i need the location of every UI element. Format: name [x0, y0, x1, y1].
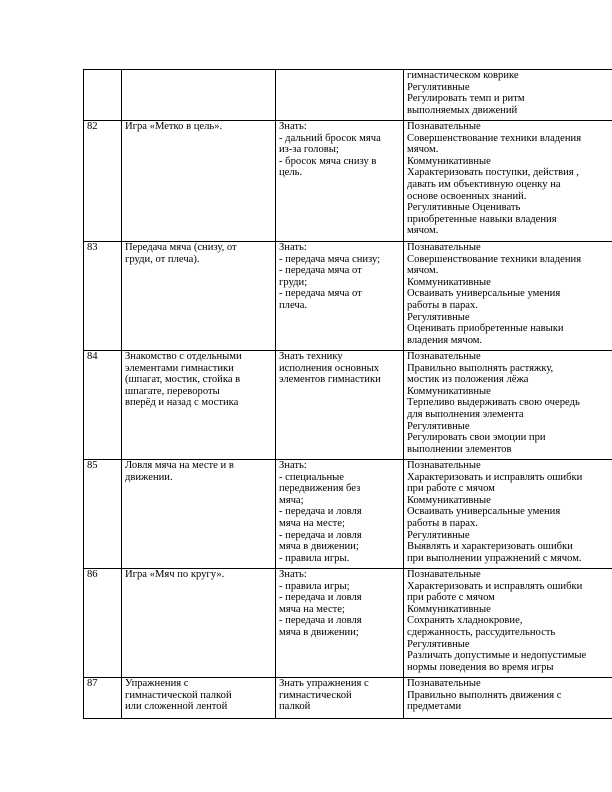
cell-text-line: Познавательные: [407, 121, 481, 132]
cell-text-line: Регулятивные Оценивать: [407, 202, 521, 214]
learning-activities-cell: [404, 569, 612, 678]
table-body: [84, 70, 612, 719]
cell-text-line: Ловля мяча на месте и в: [125, 460, 234, 471]
cell-text-line: Знать:: [279, 460, 307, 471]
cell-text-line: при работе с мячом: [407, 592, 495, 604]
cell-text-line: Коммуникативные: [407, 155, 491, 167]
cell-text-line: элементами гимнастики: [125, 362, 234, 374]
cell-text-line: исполнения основных: [279, 362, 380, 374]
cell-text-line: Передача мяча (снизу, от: [125, 242, 237, 253]
lesson-number-cell: [84, 460, 122, 569]
cell-text-line: Регулятивные: [407, 638, 470, 650]
cell-text-line: мяча в движении;: [279, 626, 359, 638]
cell-text-line: - бросок мяча снизу в: [279, 155, 377, 167]
knowledge-cell: [276, 351, 404, 460]
lesson-topic-cell: [122, 678, 276, 719]
cell-text-line: Познавательные: [407, 460, 481, 471]
cell-text-line: - передача и ловля: [279, 615, 362, 627]
cell-text-line: шпагате, перевороты: [125, 385, 220, 397]
lesson-topic-cell: [122, 121, 276, 242]
lesson-number: 87: [87, 678, 98, 689]
cell-text-line: или сложенной лентой: [125, 701, 228, 713]
cell-text-line: - правила игры;: [279, 580, 350, 592]
lesson-number-cell: [84, 569, 122, 678]
table-row: [84, 70, 612, 121]
knowledge-cell: [276, 70, 404, 121]
cell-text-line: Регулятивные: [407, 420, 470, 432]
cell-text-line: - передача и ловля: [279, 506, 362, 518]
cell-text-line: работы в парах.: [407, 517, 478, 529]
cell-text-line: - передача и ловля: [279, 529, 362, 541]
cell-text-line: вперёд и назад с мостика: [125, 397, 239, 409]
lesson-number: 86: [87, 569, 98, 580]
cell-text-line: Познавательные: [407, 351, 481, 362]
cell-text-line: Игра «Метко в цель».: [125, 121, 223, 132]
table-row: [84, 121, 612, 242]
cell-text-line: из-за головы;: [279, 144, 339, 156]
cell-text-line: владения мячом.: [407, 334, 483, 346]
cell-text-line: Регулировать темп и ритм: [407, 93, 525, 105]
table-row: [84, 460, 612, 569]
learning-activities-cell: [404, 678, 612, 719]
cell-text-line: Знать технику: [279, 351, 343, 362]
lesson-number: 84: [87, 351, 98, 362]
cell-text-line: мяча в движении;: [279, 541, 359, 553]
cell-text-line: мячом.: [407, 265, 439, 277]
knowledge-cell: [276, 678, 404, 719]
cell-text-line: - передача мяча от: [279, 288, 362, 300]
knowledge-cell: [276, 242, 404, 351]
cell-text-line: Знать упражнения с: [279, 678, 369, 689]
lesson-topic-cell: [122, 70, 276, 121]
cell-text-line: - дальний бросок мяча: [279, 132, 381, 144]
lesson-number: 85: [87, 460, 98, 471]
cell-text-line: Регулятивные: [407, 311, 470, 323]
cell-text-line: Познавательные: [407, 569, 481, 580]
cell-text-line: Знать:: [279, 121, 307, 132]
cell-text-line: Осваивать универсальные умения: [407, 288, 561, 300]
cell-text-line: - правила игры.: [279, 552, 350, 564]
lesson-topic-cell: [122, 242, 276, 351]
lesson-topic-cell: [122, 351, 276, 460]
learning-activities-cell: [404, 460, 612, 569]
cell-text-line: груди;: [279, 276, 308, 288]
cell-text-line: Характеризовать и исправлять ошибки: [407, 580, 583, 592]
cell-text-line: Коммуникативные: [407, 385, 491, 397]
learning-activities-cell: [404, 242, 612, 351]
lesson-number-cell: [84, 121, 122, 242]
cell-text-line: Регулировать свои эмоции при: [407, 432, 546, 444]
cell-text-line: Выявлять и характеризовать ошибки: [407, 541, 573, 553]
cell-text-line: гимнастической: [279, 689, 352, 701]
cell-text-line: мяча;: [279, 494, 304, 506]
cell-text-line: - передача мяча снизу;: [279, 253, 381, 265]
cell-text-line: Познавательные: [407, 242, 481, 253]
cell-text-line: давать им объективную оценку на: [407, 178, 561, 190]
cell-text-line: груди, от плеча).: [125, 253, 200, 265]
cell-text-line: Упражнения с: [125, 678, 189, 689]
cell-text-line: предметами: [407, 701, 462, 713]
table-row: [84, 351, 612, 460]
cell-text-line: при выполнении упражнений с мячом.: [407, 552, 582, 564]
cell-text-line: для выполнения элемента: [407, 408, 524, 420]
cell-text-line: Совершенствование техники владения: [407, 132, 582, 144]
cell-text-line: плеча.: [279, 299, 308, 311]
cell-text-line: элементов гимнастики: [279, 374, 381, 386]
cell-text-line: Знать:: [279, 242, 307, 253]
cell-text-line: мяча на месте;: [279, 603, 345, 615]
cell-text-line: движении.: [125, 471, 173, 483]
cell-text-line: основе освоенных знаний.: [407, 190, 527, 202]
knowledge-cell: [276, 460, 404, 569]
cell-text-line: передвижения без: [279, 483, 361, 495]
cell-text-line: Коммуникативные: [407, 276, 491, 288]
cell-text-line: Познавательные: [407, 678, 481, 689]
cell-text-line: выполнении элементов: [407, 443, 512, 455]
cell-text-line: Знакомство с отдельными: [125, 351, 242, 362]
cell-text-line: мячом.: [407, 225, 439, 237]
cell-text-line: Игра «Мяч по кругу».: [125, 569, 225, 580]
cell-text-line: палкой: [279, 701, 311, 713]
cell-text-line: Правильно выполнять растяжку,: [407, 362, 554, 374]
learning-activities-cell: [404, 70, 612, 121]
cell-text-line: Регулятивные: [407, 529, 470, 541]
cell-text-line: Терпеливо выдерживать свою очередь: [407, 397, 580, 409]
learning-activities-cell: [404, 121, 612, 242]
cell-text-line: цель.: [279, 167, 303, 179]
cell-text-line: Осваивать универсальные умения: [407, 506, 561, 518]
cell-text-line: Характеризовать и исправлять ошибки: [407, 471, 583, 483]
cell-text-line: Коммуникативные: [407, 494, 491, 506]
cell-text-line: Знать:: [279, 569, 307, 580]
cell-text-line: (шпагат, мостик, стойка в: [125, 374, 241, 386]
cell-text-line: Регулятивные: [407, 81, 470, 93]
cell-text-line: мячом.: [407, 144, 439, 156]
learning-activities-cell: [404, 351, 612, 460]
cell-text-line: - передача мяча от: [279, 265, 362, 277]
cell-text-line: Коммуникативные: [407, 603, 491, 615]
cell-text-line: Правильно выполнять движения с: [407, 689, 562, 701]
cell-text-line: приобретенные навыки владения: [407, 213, 557, 225]
cell-text-line: Характеризовать поступки, действия ,: [407, 167, 579, 179]
lesson-plan-table: [83, 69, 612, 719]
cell-text-line: Различать допустимые и недопустимые: [407, 650, 587, 662]
cell-text-line: мостик из положения лёжа: [407, 374, 529, 386]
lesson-number-cell: [84, 242, 122, 351]
knowledge-cell: [276, 121, 404, 242]
cell-text-line: - специальные: [279, 471, 344, 483]
lesson-topic-cell: [122, 569, 276, 678]
table-row: [84, 242, 612, 351]
lesson-number-cell: [84, 678, 122, 719]
cell-text-line: при работе с мячом: [407, 483, 495, 495]
cell-text-line: нормы поведения во время игры: [407, 661, 554, 673]
cell-text-line: Сохранять хладнокровие,: [407, 615, 523, 627]
lesson-number-cell: [84, 70, 122, 121]
cell-text-line: - передача и ловля: [279, 592, 362, 604]
table-row: [84, 678, 612, 719]
cell-text-line: Совершенствование техники владения: [407, 253, 582, 265]
cell-text-line: мяча на месте;: [279, 517, 345, 529]
lesson-number: 83: [87, 242, 98, 253]
cell-text-line: гимнастической палкой: [125, 689, 232, 701]
table-row: [84, 569, 612, 678]
lesson-topic-cell: [122, 460, 276, 569]
lesson-number-cell: [84, 351, 122, 460]
lesson-number: 82: [87, 121, 98, 132]
knowledge-cell: [276, 569, 404, 678]
cell-text-line: Оценивать приобретенные навыки: [407, 323, 564, 335]
cell-text-line: сдержанность, рассудительность: [407, 626, 556, 638]
cell-text-line: выполняемых движений: [407, 104, 518, 116]
cell-text-line: работы в парах.: [407, 299, 478, 311]
cell-text-line: гимнастическом коврике: [407, 70, 519, 81]
